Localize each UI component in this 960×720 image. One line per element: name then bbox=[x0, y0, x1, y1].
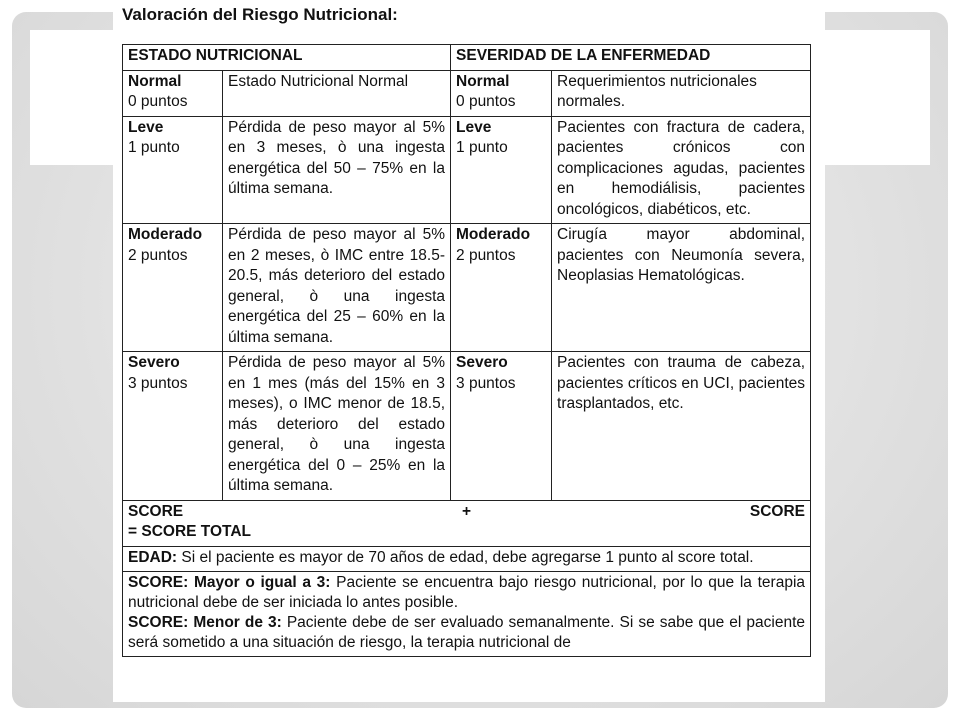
nut-description: Pérdida de peso mayor al 5% en 3 meses, ò una ingesta energética del 50 – 75% en la última semana. bbox=[223, 116, 451, 224]
sev-description: Pacientes con fractura de cadera, pacientes crónicos con complicaciones agudas, pacientes en hemodiálisis, pacientes oncológicos, diabéticos, etc. bbox=[552, 116, 811, 224]
score-cell bbox=[123, 500, 811, 546]
nut-points: 3 puntos bbox=[128, 374, 188, 392]
nut-level: Leve bbox=[128, 118, 164, 136]
document-title: Valoración del Riesgo Nutricional: bbox=[122, 5, 398, 24]
rule-label: SCORE: Mayor o igual a 3: bbox=[128, 574, 331, 591]
edad-text: Si el paciente es mayor de 70 años de edad, debe agregarse 1 punto al score total. bbox=[177, 548, 754, 566]
sev-points: 0 puntos bbox=[456, 93, 516, 110]
table-header-row bbox=[123, 45, 811, 71]
table-row bbox=[123, 352, 811, 501]
edad-row bbox=[123, 546, 811, 572]
sev-description: Cirugía mayor abdominal, pacientes con Neumonía severa, Neoplasias Hematológicas. bbox=[552, 224, 811, 352]
nut-level-cell bbox=[123, 224, 223, 352]
rules-cell bbox=[123, 572, 811, 657]
sev-description: Pacientes con trauma de cabeza, pacientes críticos en UCI, pacientes trasplantados, etc. bbox=[552, 352, 811, 501]
score-total: = SCORE TOTAL bbox=[128, 523, 252, 540]
rule-label: SCORE: Menor de 3: bbox=[128, 614, 282, 631]
table-row bbox=[123, 70, 811, 116]
rules-row bbox=[123, 572, 811, 657]
nut-points: 0 puntos bbox=[128, 93, 188, 110]
sev-level: Severo bbox=[456, 354, 508, 371]
table-row bbox=[123, 116, 811, 224]
nut-level-cell bbox=[123, 352, 223, 501]
header-disease-severity: SEVERIDAD DE LA ENFERMEDAD bbox=[451, 45, 811, 71]
nut-level-cell bbox=[123, 116, 223, 224]
sev-points: 2 puntos bbox=[456, 246, 516, 264]
sev-level: Leve bbox=[456, 118, 492, 136]
nut-level: Moderado bbox=[128, 226, 203, 243]
sev-level-cell bbox=[451, 70, 552, 116]
score-right: SCORE bbox=[749, 502, 805, 520]
table-row bbox=[123, 224, 811, 352]
header-nutritional-state: ESTADO NUTRICIONAL bbox=[123, 45, 451, 71]
score-row bbox=[123, 500, 811, 546]
sev-points: 3 puntos bbox=[456, 374, 516, 392]
nut-level: Normal bbox=[128, 72, 182, 90]
sev-level: Normal bbox=[456, 72, 510, 90]
rule-low-risk bbox=[128, 613, 805, 653]
nutritional-risk-table bbox=[122, 44, 811, 657]
score-plus: + bbox=[461, 502, 472, 520]
sev-level-cell bbox=[451, 224, 552, 352]
sev-description: Requerimientos nutricionales normales. bbox=[552, 70, 811, 116]
edad-label: EDAD: bbox=[128, 548, 178, 566]
score-left: SCORE bbox=[128, 502, 184, 520]
sev-level-cell bbox=[451, 352, 552, 501]
edad-cell bbox=[123, 546, 811, 572]
sev-level-cell bbox=[451, 116, 552, 224]
nut-points: 1 punto bbox=[128, 139, 180, 156]
nut-level: Severo bbox=[128, 354, 180, 371]
sev-level: Moderado bbox=[456, 226, 531, 243]
sev-points: 1 punto bbox=[456, 139, 508, 156]
rule-text: Paciente se encuentra bajo riesgo nutricional, por lo que la terapia nutricional debe de ser iniciada lo antes posible. bbox=[128, 574, 806, 611]
rule-text: Paciente debe de ser evaluado semanalmente. Si se sabe que el paciente será sometido a una situación de riesgo, la terapia nutricional de bbox=[128, 614, 806, 651]
nut-description: Estado Nutricional Normal bbox=[223, 70, 451, 116]
nut-description: Pérdida de peso mayor al 5% en 2 meses, ò IMC entre 18.5-20.5, más deterioro del estado general, ò una ingesta energética del 25 – 60% en la última semana. bbox=[223, 224, 451, 352]
nut-level-cell bbox=[123, 70, 223, 116]
document-image bbox=[113, 0, 825, 702]
score-formula bbox=[128, 502, 805, 523]
nut-description: Pérdida de peso mayor al 5% en 1 mes (más del 15% en 3 meses), o IMC menor de 18.5, más deterioro del estado general, ò una ingesta energética del 0 – 25% en la última semana. bbox=[223, 352, 451, 501]
nut-points: 2 puntos bbox=[128, 246, 188, 264]
rule-high-risk bbox=[128, 573, 805, 613]
